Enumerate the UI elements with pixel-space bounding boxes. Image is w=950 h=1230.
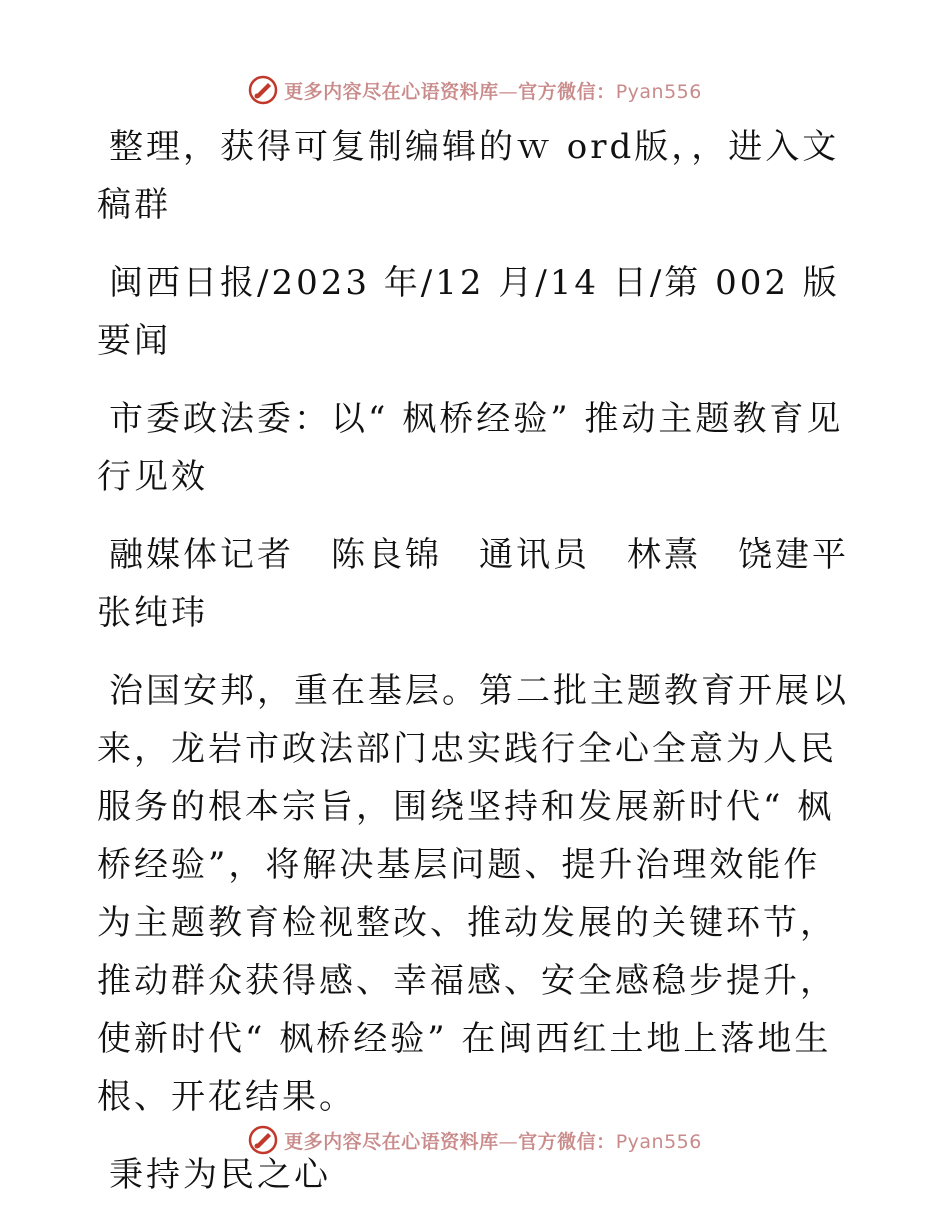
- source-line: 闽西日报/2023 年/12 月/14 日/第 002 版要闻: [97, 263, 840, 361]
- section-heading: 秉持为民之心: [109, 1155, 331, 1195]
- document-body: [97, 118, 886, 1224]
- intro-paragraph: 整理，获得可复制编辑的ｗ ord版，，进入文稿群: [97, 127, 840, 225]
- banner-wechat-label: 官方微信：: [518, 1130, 616, 1153]
- banner-title: 更多内容尽在心语资料库: [284, 1130, 499, 1153]
- header-banner: [0, 70, 950, 110]
- footer-banner: [0, 1120, 950, 1160]
- byline: 融媒体记者 陈良锦 通讯员 林熹 饶建平 张纯玮: [97, 535, 886, 633]
- logo-icon: [248, 1125, 278, 1155]
- banner-text: [284, 77, 702, 104]
- banner-wechat-id: Pyan556: [615, 80, 702, 103]
- logo-icon: [248, 75, 278, 105]
- banner-wechat-id: Pyan556: [615, 1130, 702, 1153]
- banner-separator: —: [498, 80, 519, 103]
- article-title: 市委政法委：以“ 枫桥经验” 推动主题教育见行见效: [97, 399, 844, 497]
- banner-wechat-label: 官方微信：: [518, 80, 616, 103]
- body-paragraph: 治国安邦，重在基层。第二批主题教育开展以来，龙岩市政法部门忠实践行全心全意为人民服务的根本宗旨，围绕坚持和发展新时代“ 枫桥经验”，将解决基层问题、提升治理效能作为主题教育检视整改、推动发展的关键环节，推动群众获得感、幸福感、安全感稳步提升，使新时代“ 枫桥经验” 在闽西红土地上落地生根、开花结果。: [97, 671, 849, 1117]
- banner-text: [284, 1127, 702, 1154]
- banner-title: 更多内容尽在心语资料库: [284, 80, 499, 103]
- banner-separator: —: [498, 1130, 519, 1153]
